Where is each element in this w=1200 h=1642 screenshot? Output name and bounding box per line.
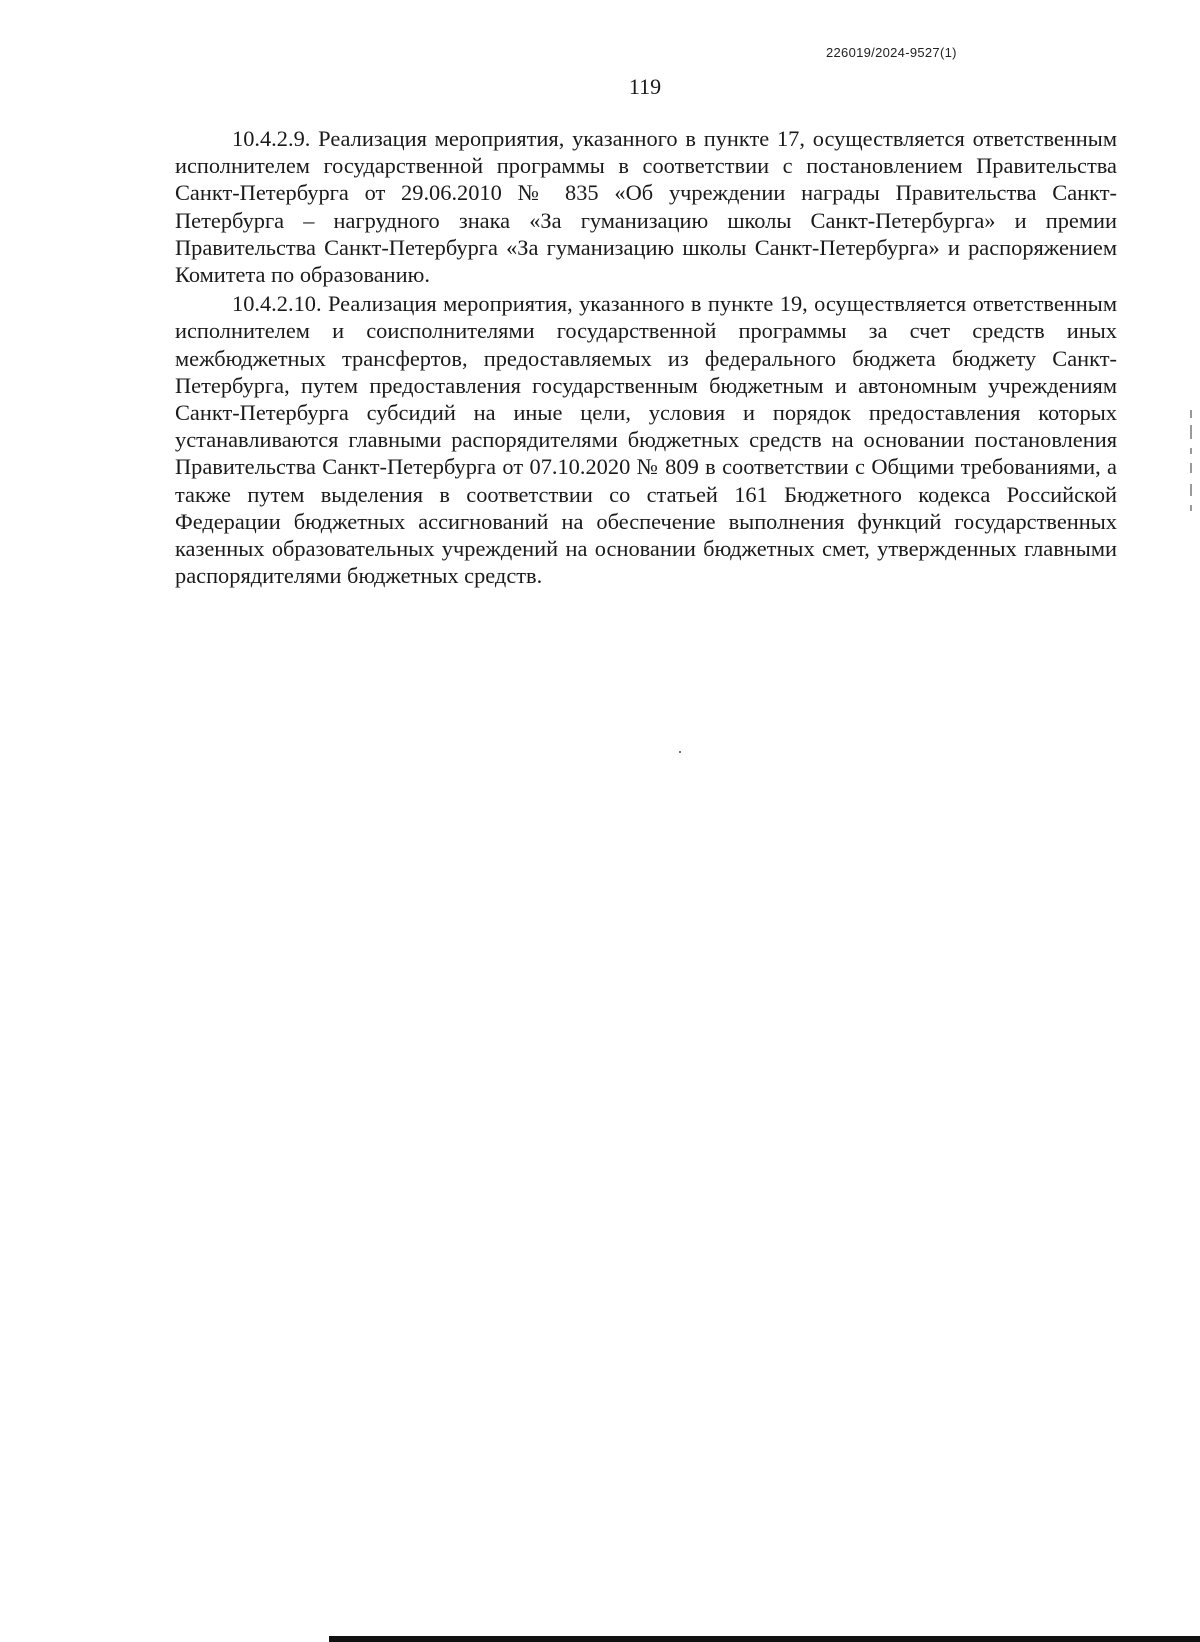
scan-edge-mark	[1190, 425, 1192, 439]
paragraph-10-4-2-9: 10.4.2.9. Реализация мероприятия, указанного в пункте 17, осуществляется ответственным исполнителем государственной программы в соответствии с постановлением Правительства Санкт-Петербурга от 29.06.2010 № 835 «Об учреждении награды Правительства Санкт-Петербурга – нагрудного знака «За гуманизацию школы Санкт-Петербурга» и премии Правительства Санкт-Петербурга «За гуманизацию школы Санкт-Петербурга» и распоряжением Комитета по образованию.	[175, 126, 1117, 288]
scan-bottom-edge-bar	[329, 1636, 1200, 1642]
paragraph-10-4-2-10: 10.4.2.10. Реализация мероприятия, указанного в пункте 19, осуществляется ответственным исполнителем и соисполнителями государственной программы за счет средств иных межбюджетных трансфертов, предоставляемых из федерального бюджета бюджету Санкт-Петербурга, путем предоставления государственным бюджетным и автономным учреждениям Санкт-Петербурга субсидий на иные цели, условия и порядок предоставления которых устанавливаются главными распорядителями бюджетных средств на основании постановления Правительства Санкт-Петербурга от 07.10.2020 № 809 в соответствии с Общими требованиями, а также путем выделения в соответствии со статьей 161 Бюджетного кодекса Российской Федерации бюджетных ассигнований на обеспечение выполнения функций государственных казенных образовательных учреждений на основании бюджетных смет, утвержденных главными распорядителями бюджетных средств.	[175, 291, 1117, 589]
scan-artifact-dot	[679, 751, 681, 753]
document-body	[175, 125, 1117, 591]
scan-edge-mark	[1190, 505, 1192, 511]
scan-edge-mark	[1190, 410, 1192, 418]
scan-edge-mark	[1190, 484, 1192, 496]
scan-edge-mark	[1190, 463, 1192, 473]
document-registration-number: 226019/2024-9527(1)	[826, 45, 957, 60]
scan-edge-mark	[1190, 448, 1192, 454]
page-number: 119	[628, 74, 662, 99]
